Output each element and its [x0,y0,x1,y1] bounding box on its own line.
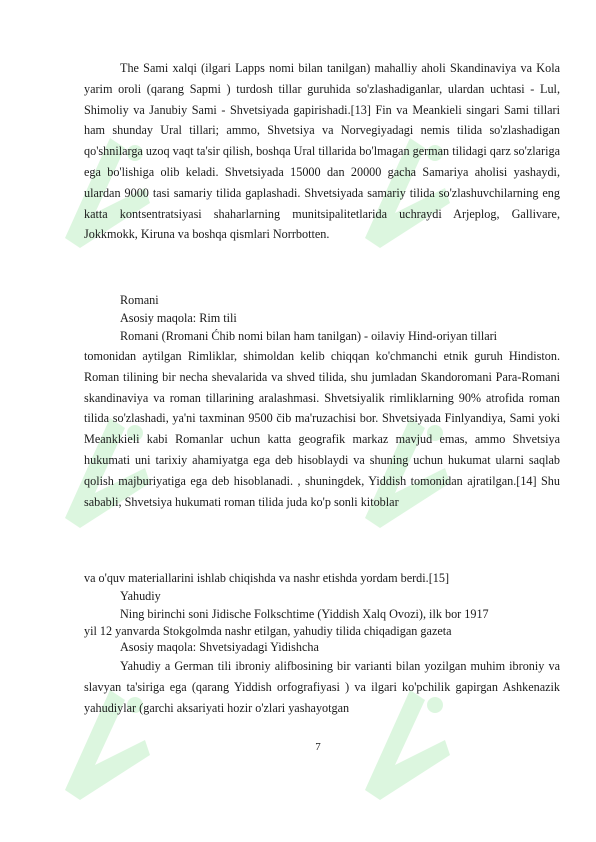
image-caption-line-1: Ning birinchi soni Jidische Folkschtime (Yiddish Xalq Ovozi), ilk bor 1917 [120,607,489,621]
paragraph-romani: tomonidan aytilgan Rimliklar, shimoldan kelib chiqqan ko'chmanchi etnik guruh Hindiston. Roman tilining bir necha shevalarida va shved tilida, shu jumladan Skandoromani Para-Romani skandinaviya va roman tillarining aralashmasi. Shvetsiyalik rimliklarning 90% atrofida roman tilida so'zlashadi, ya'ni taxminan 9500 čib ma'ruzachisi bor. Shvetsiyada Finlyandiya, Sami yoki Meankkieli kabi Romanlar uchun katta geografik markaz mavjud emas, ammo Shvetsiya hukumati uni tarixiy ahamiyatga ega deb hisoblaydi va shuning uchun hukumat ularni saqlab qolish majburiyatiga ega deb hisoblanadi. , shuningdek, Yiddish tomonidan ajratilgan.[14] Shu sababli, Shvetsiya hukumati roman tilida juda ko'p sonli kitoblar [84,349,560,509]
paragraph-romani-end: va o'quv materiallarini ishlab chiqishda va nashr etishda yordam berdi.[15] [84,571,450,585]
heading-romani: Romani [120,293,159,307]
heading-yahudiy: Yahudiy [120,589,161,603]
page-number: 7 [315,741,321,753]
main-article-link[interactable]: Asosiy maqola: Shvetsiyadagi Yidishcha [120,640,319,654]
main-article-link[interactable]: Asosiy maqola: Rim tili [120,311,237,325]
paragraph-sami: The Sami xalqi (ilgari Lapps nomi bilan tanilgan) mahalliy aholi Skandinaviya va Kola yarim oroli (qarang Sapmi ) turdosh tillar guruhida so'zlashadiganlar, ulardan uchtasi - Lul, Shimoliy va Janubiy Sami - Shvetsiyada gapirishadi.[13] Fin va Meankieli singari Sami tillari ham shunday Ural tillari; ammo, Shvetsiya va Norvegiyadagi nemis tilida so'zlashadigan qo'shnilarga uzoq vaqt ta'sir qilish, boshqa Ural tillarida bo'lmagan german tilidagi qarz so'zlariga ega bo'lishiga olib keladi. Shvetsiyada 15000 dan 20000 gacha Samariya aholisi yashaydi, ulardan 9000 tasi samariy tilida gaplashadi. Shvetsiyada samariy tilida so'zlashuvchilarning eng katta kontsentratsiyasi shaharlarning munitsipalitetlarida uchraydi Arjeplog, Gallivare, Jokkmokk, Kiruna va boshqa qismlari Norrbotten. [84,61,560,242]
image-caption-line-2: yil 12 yanvarda Stokgolmda nashr etilgan, yahudiy tilida chiqadigan gazeta [84,624,452,638]
paragraph-yiddish: Yahudiy a German tili ibroniy alifbosining bir varianti bilan yozilgan muhim ibroniy va slavyan ta'siriga ega (qarang Yiddish orfografiyasi ) va ilgari ko'pchilik gapirgan Ashkenazik yahudiylar (garchi aksariyati hozir o'zlari yashayotgan [84,659,560,715]
paragraph-romani-intro: Romani (Rromani Ćhib nomi bilan ham tanilgan) - oilaviy Hind-oriyan tillari [120,329,498,343]
